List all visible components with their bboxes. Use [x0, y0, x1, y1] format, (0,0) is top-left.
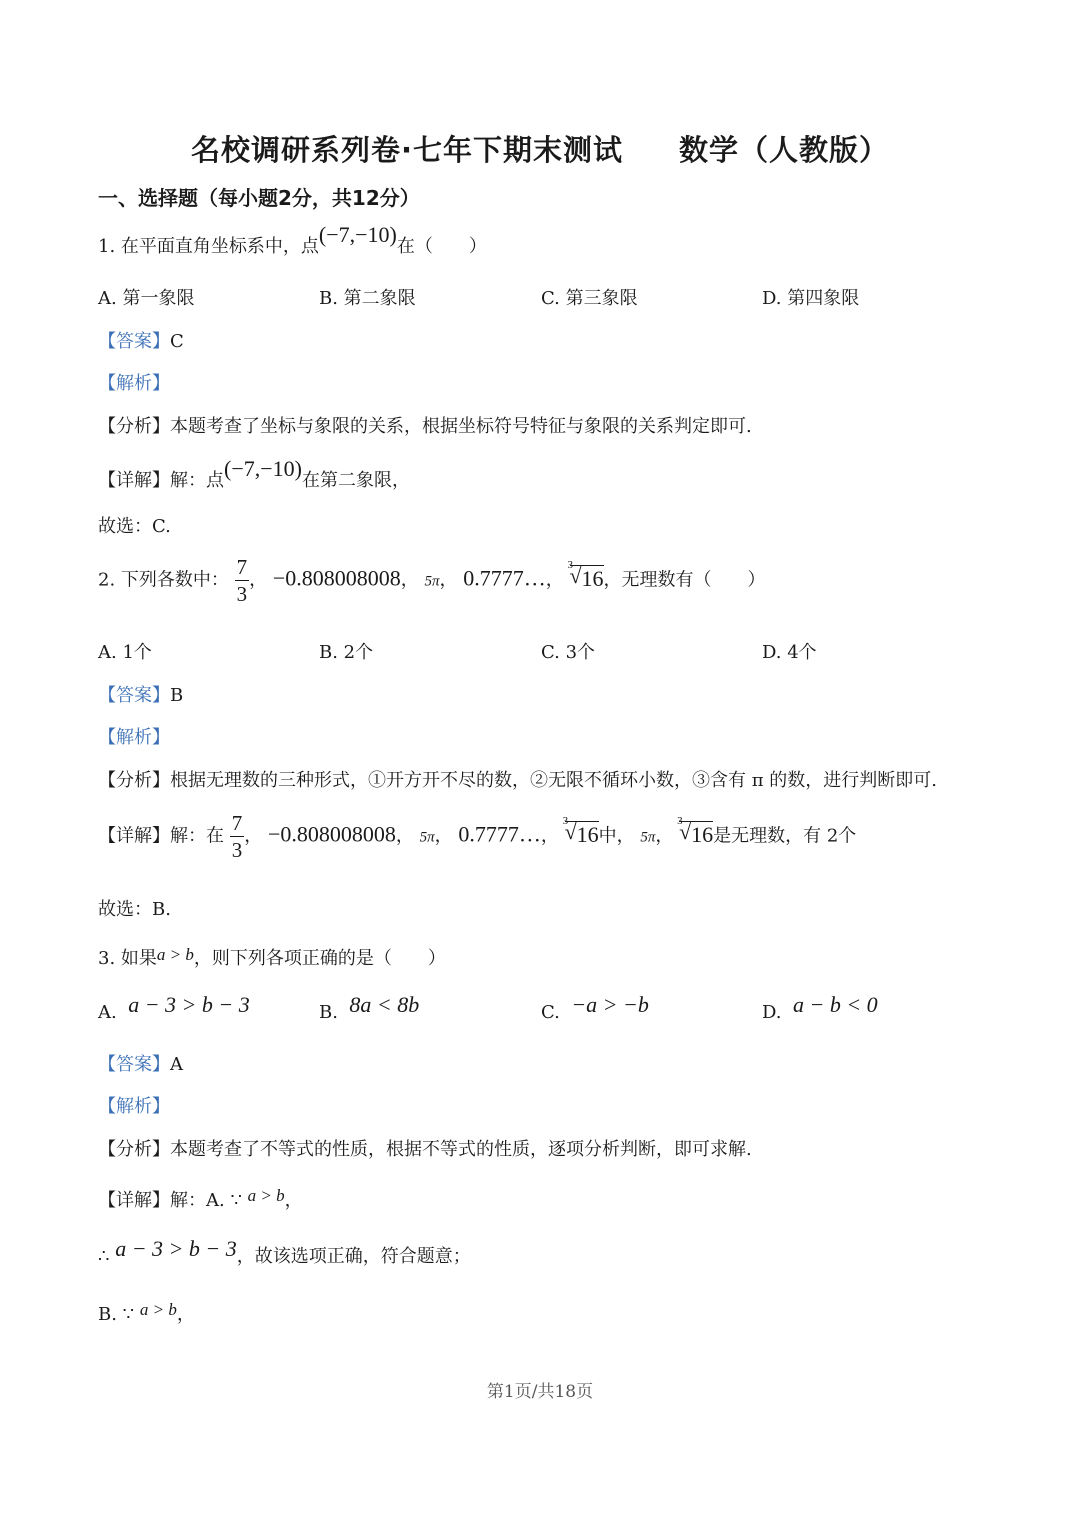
page-footer: 第1页/共18页	[486, 1382, 594, 1402]
q2-stem: 2. 下列各数中： $\frac{7}{3}$ ， −0.808008008， 5π， 0.7777…， 3 √ 16，无理数有（ ）	[98, 556, 766, 605]
q3-option-d: D. a − b < 0	[762, 992, 878, 1023]
q3-option-c: C. −a > −b	[541, 992, 649, 1023]
q2-conclusion: 故选：B.	[98, 899, 171, 920]
page-title	[0, 128, 1080, 169]
q2-answer: 【答案】B	[98, 685, 184, 706]
q3-option-b-explain: B. ∵ a > b，	[98, 1300, 195, 1325]
q1-xiangjie: 【详解】解：点(−7,−10)在第二象限，	[98, 456, 410, 491]
q2-option-d: D. 4个	[762, 642, 817, 663]
q2-xiangjie: 【详解】解：在 $\frac{7}{3}$ ， −0.808008008， 5π， 0.7777…， 3 √ 16中， 5π， 3 √ 16是无理数，有 2个	[98, 812, 856, 861]
q3-fenxi: 【分析】本题考查了不等式的性质，根据不等式的性质，逐项分析判断，即可求解.	[98, 1139, 752, 1160]
q1-answer: 【答案】C	[98, 331, 184, 352]
q3-stem: 3. 如果a > b，则下列各项正确的是（ ）	[98, 945, 446, 969]
q1-option-a: A. 第一象限	[98, 288, 195, 309]
q1-option-b: B. 第二象限	[319, 288, 416, 309]
q3-answer: 【答案】A	[98, 1054, 183, 1075]
q1-option-d: D. 第四象限	[762, 288, 860, 309]
q2-option-c: C. 3个	[541, 642, 596, 663]
exam-title: 名校调研系列卷·七年下期末测试	[190, 133, 623, 167]
q1-point: (−7,−10)	[318, 222, 397, 247]
q3-therefore: ∴ a − 3 > b − 3，故该选项正确，符合题意；	[98, 1236, 471, 1267]
exam-subject: 数学（人教版）	[679, 133, 890, 167]
q3-option-a: A. a − 3 > b − 3	[98, 992, 250, 1023]
q2-fraction: $\frac{7}{3}$	[236, 555, 248, 607]
q1-stem: 1. 在平面直角坐标系中，点(−7,−10)在（ ）	[98, 222, 487, 257]
q1-analysis-label: 【解析】	[98, 373, 170, 394]
q2-fenxi: 【分析】根据无理数的三种形式，①开方开不尽的数，②无限不循环小数，③含有 π 的数，进行判断即可.	[98, 770, 937, 791]
q3-xiangjie: 【详解】解：A. ∵ a > b，	[98, 1186, 303, 1211]
q1-option-c: C. 第三象限	[541, 288, 638, 309]
q3-option-b: B. 8a < 8b	[319, 992, 420, 1023]
q2-cube-root: 3 √ 16	[570, 565, 604, 592]
q1-conclusion: 故选：C.	[98, 516, 171, 537]
q3-analysis-label: 【解析】	[98, 1096, 170, 1117]
section-heading: 一、选择题（每小题2分，共12分）	[98, 186, 420, 210]
q1-fenxi: 【分析】本题考查了坐标与象限的关系，根据坐标符号特征与象限的关系判定即可.	[98, 416, 752, 437]
q2-option-a: A. 1个	[98, 642, 152, 663]
q2-analysis-label: 【解析】	[98, 727, 170, 748]
q2-option-b: B. 2个	[319, 642, 374, 663]
